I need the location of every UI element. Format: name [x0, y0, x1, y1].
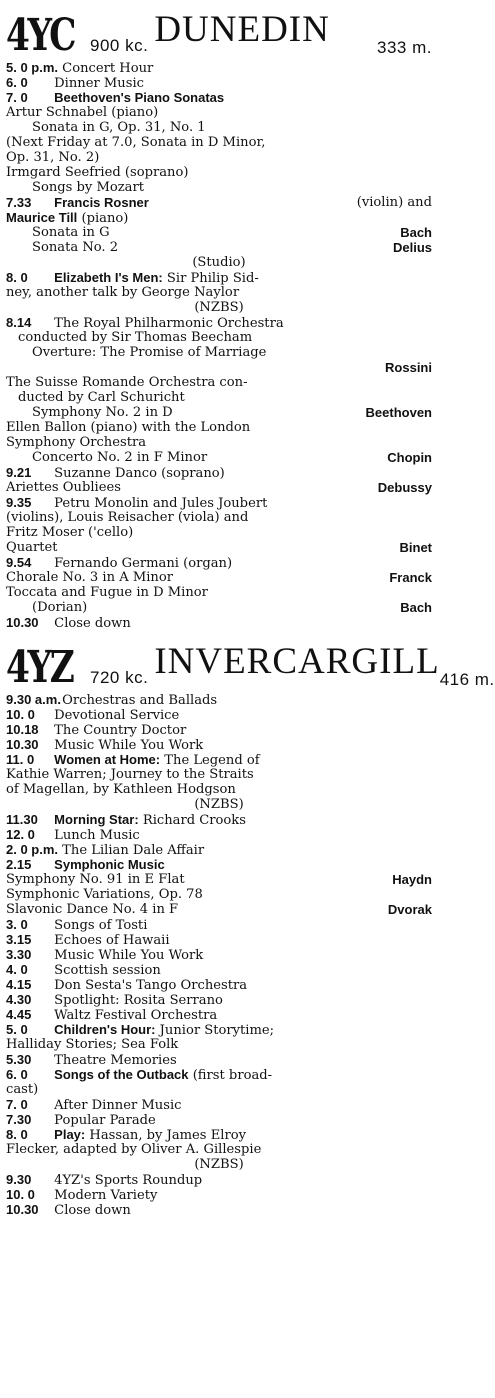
listing-composer: Binet — [399, 540, 432, 555]
listing-title: Francis Rosner — [54, 195, 149, 210]
listing-composer: Chopin — [387, 450, 432, 465]
listing-text: 4YZ's Sports Roundup — [54, 1173, 203, 1188]
listing-text: Richard Crooks — [142, 813, 246, 828]
listing-line — [6, 615, 432, 630]
listing-text: Slavonic Dance No. 4 in F — [6, 902, 179, 917]
listing-line — [6, 977, 432, 992]
listing-text: Quartet — [6, 540, 58, 555]
listing-text: Popular Parade — [54, 1113, 156, 1128]
station-callsign: 4YC — [6, 10, 75, 61]
listing-text: Music While You Work — [54, 948, 204, 963]
listing-title: Maurice Till — [6, 210, 78, 225]
listing-text: Devotional Service — [54, 708, 180, 723]
listing-line: Flecker, adapted by Oliver A. Gillespie — [6, 1142, 262, 1157]
listing-line — [6, 1127, 432, 1142]
listing-line — [6, 480, 432, 495]
listing-line — [6, 450, 432, 465]
listing-time: 4.45 — [6, 1007, 32, 1022]
station-frequency: 900 kc. — [90, 36, 149, 55]
listing-line — [6, 722, 432, 737]
listing-time: 5.30 — [6, 1052, 32, 1067]
listing-time: 8.14 — [6, 315, 32, 330]
listing-text: Close down — [54, 1203, 131, 1218]
listing-time: 8. 0 — [6, 270, 28, 285]
listing-text: Suzanne Danco (soprano) — [54, 466, 225, 481]
listing-time: 6. 0 — [6, 75, 28, 90]
listing-time: 11. 0 — [6, 752, 35, 767]
listing-line — [6, 225, 432, 240]
listing-line — [6, 902, 432, 917]
listing-line — [6, 1007, 432, 1022]
listing-line: Symphony Orchestra — [6, 435, 147, 450]
listing-time: 4. 0 — [6, 962, 28, 977]
listing-line: (NZBS) — [194, 1157, 244, 1172]
listing-line — [6, 1022, 432, 1037]
listing-time: 10.30 — [6, 1202, 39, 1217]
listing-line — [6, 270, 432, 285]
listing-time: 7. 0 — [6, 1097, 28, 1112]
listing-line: Songs by Mozart — [32, 180, 145, 195]
listing-text: The Country Doctor — [54, 723, 187, 738]
listing-title: Morning Star: — [54, 812, 139, 827]
listing-line: ducted by Carl Schuricht — [18, 390, 185, 405]
listing-time: 10. 0 — [6, 1187, 35, 1202]
listing-line: Overture: The Promise of Marriage — [32, 345, 267, 360]
listing-time: 9.30 — [6, 1172, 32, 1187]
listing-text: Lunch Music — [54, 828, 140, 843]
listing-text: Concerto No. 2 in F Minor — [32, 450, 208, 465]
listing-time: 11.30 — [6, 812, 38, 827]
listing-line: (violins), Louis Reisacher (viola) and — [6, 510, 249, 525]
listing-text: Fernando Germani (organ) — [54, 556, 233, 571]
listing-line — [6, 857, 432, 872]
listing-line — [6, 405, 432, 420]
listing-time: 3.15 — [6, 932, 32, 947]
listing-text: Echoes of Hawaii — [54, 933, 170, 948]
listing-line: Sonata in G, Op. 31, No. 1 — [32, 120, 206, 135]
station-wavelength: 333 m. — [377, 38, 432, 57]
listing-text: The Legend of — [164, 753, 260, 768]
listing-time: 4.30 — [6, 992, 32, 1007]
listing-text: Concert Hour — [62, 61, 154, 76]
listing-line: Artur Schnabel (piano) — [6, 105, 159, 120]
listing-text: Don Sesta's Tango Orchestra — [54, 978, 248, 993]
listing-line: of Magellan, by Kathleen Hodgson — [6, 782, 236, 797]
listing-line: ney, another talk by George Naylor — [6, 285, 240, 300]
listing-line: (NZBS) — [194, 300, 244, 315]
listing-line — [6, 1172, 432, 1187]
listing-text: (violin) and — [356, 195, 432, 210]
listing-title: Play: — [54, 1127, 86, 1142]
listing-text: Symphony No. 91 in E Flat — [6, 872, 185, 887]
listing-text: Petru Monolin and Jules Joubert — [54, 496, 268, 511]
listing-time: 5. 0 p.m. — [6, 60, 59, 75]
listing-composer: Delius — [392, 240, 432, 255]
listing-title: Symphonic Music — [54, 857, 165, 872]
listing-line — [6, 992, 432, 1007]
listing-line — [6, 872, 432, 887]
listing-time: 2.15 — [6, 857, 32, 872]
listing-text: Hassan, by James Elroy — [89, 1128, 246, 1143]
listing-line — [6, 570, 432, 585]
listing-line — [6, 947, 432, 962]
station-city: INVERCARGILL — [154, 641, 440, 682]
listing-line: conducted by Sir Thomas Beecham — [18, 330, 253, 345]
listing-text: Dinner Music — [54, 76, 144, 91]
listing-text: Sir Philip Sid- — [166, 271, 259, 286]
listing-time: 3.30 — [6, 947, 32, 962]
listing-text: After Dinner Music — [54, 1098, 182, 1113]
listing-composer: Debussy — [377, 480, 432, 495]
listing-text: Scottish session — [54, 963, 161, 978]
listing-time: 3. 0 — [6, 917, 28, 932]
listing-time: 10.30 — [6, 615, 39, 630]
listing-line — [6, 842, 432, 857]
listing-line — [6, 752, 432, 767]
listing-composer: Haydn — [392, 872, 432, 887]
listing-line — [6, 932, 432, 947]
listing-text: Waltz Festival Orchestra — [54, 1008, 218, 1023]
listing-line — [6, 692, 432, 707]
listing-time: 10. 0 — [6, 707, 35, 722]
listing-text: (first broad- — [192, 1068, 273, 1083]
listing-text: Junior Storytime; — [159, 1023, 275, 1038]
listing-time: 9.30 a.m. — [6, 692, 61, 707]
listing-line — [6, 195, 432, 210]
listing-line — [6, 737, 432, 752]
listing-composer: Rossini — [385, 360, 432, 375]
listing-text: The Royal Philharmonic Orchestra — [54, 316, 284, 331]
listing-time: 9.54 — [6, 555, 32, 570]
listing-line — [6, 90, 432, 105]
listing-time: 6. 0 — [6, 1067, 28, 1082]
listing-title: Women at Home: — [54, 752, 161, 767]
listing-line: Symphonic Variations, Op. 78 — [6, 887, 203, 902]
listing-text: (Dorian) — [32, 600, 88, 615]
listing-line — [6, 75, 432, 90]
listing-title: Beethoven's Piano Sonatas — [54, 90, 225, 105]
listing-time: 8. 0 — [6, 1127, 28, 1142]
listing-line — [6, 360, 432, 375]
listing-line — [6, 555, 432, 570]
listing-line — [6, 812, 432, 827]
listing-line — [6, 707, 432, 722]
listing-text: (piano) — [81, 211, 129, 226]
listing-title: Elizabeth I's Men: — [54, 270, 163, 285]
station-wavelength: 416 m. — [439, 670, 495, 689]
listing-text: Music While You Work — [54, 738, 204, 753]
listing-line — [6, 600, 432, 615]
listing-line — [6, 540, 432, 555]
listing-line: (Next Friday at 7.0, Sonata in D Minor, — [6, 135, 266, 150]
programme-list-4yz — [6, 692, 432, 1217]
listing-line — [6, 1052, 432, 1067]
listing-line — [6, 240, 432, 255]
station-callsign: 4YZ — [6, 642, 73, 693]
listing-text: Ariettes Oubliees — [6, 480, 121, 495]
listing-line: (Studio) — [192, 255, 246, 270]
listing-text: Orchestras and Ballads — [62, 693, 218, 708]
listing-time: 9.21 — [6, 465, 32, 480]
listing-text: Symphony No. 2 in D — [32, 405, 173, 420]
listing-text: Close down — [54, 616, 131, 631]
listing-line: Toccata and Fugue in D Minor — [6, 585, 208, 600]
listing-line — [6, 827, 432, 842]
listing-line — [6, 1202, 432, 1217]
listing-composer: Dvorak — [387, 902, 432, 917]
listing-line — [6, 1067, 432, 1082]
listing-time: 9.35 — [6, 495, 32, 510]
listing-time: 7. 0 — [6, 90, 28, 105]
listing-line: Ellen Ballon (piano) with the London — [6, 420, 251, 435]
listing-line: Irmgard Seefried (soprano) — [6, 165, 189, 180]
listing-text: Sonata No. 2 — [32, 240, 119, 255]
listing-time: 7.30 — [6, 1112, 32, 1127]
listing-line: The Suisse Romande Orchestra con- — [6, 375, 248, 390]
listing-text: The Lilian Dale Affair — [62, 843, 205, 858]
listing-composer: Beethoven — [365, 405, 432, 420]
listing-composer: Bach — [400, 600, 432, 615]
listing-line — [6, 962, 432, 977]
listing-line: Op. 31, No. 2) — [6, 150, 100, 165]
station-header-4yc — [6, 6, 432, 61]
listing-time: 10.30 — [6, 737, 39, 752]
listing-line — [6, 210, 432, 225]
listing-time: 4.15 — [6, 977, 32, 992]
listing-time: 7.33 — [6, 195, 32, 210]
listing-line — [6, 917, 432, 932]
listing-line: Kathie Warren; Journey to the Straits — [6, 767, 254, 782]
listing-text: Modern Variety — [54, 1188, 158, 1203]
listing-time: 12. 0 — [6, 827, 35, 842]
listing-line — [6, 1187, 432, 1202]
listing-text: Chorale No. 3 in A Minor — [6, 570, 173, 585]
listing-text: Spotlight: Rosita Serrano — [54, 993, 223, 1008]
listing-composer: Bach — [400, 225, 432, 240]
listing-time: 2. 0 p.m. — [6, 842, 59, 857]
listing-line: cast) — [6, 1082, 39, 1097]
listing-time: 5. 0 — [6, 1022, 28, 1037]
listing-line — [6, 1097, 432, 1112]
station-header-4yz — [6, 638, 495, 693]
listing-text: Songs of Tosti — [54, 918, 148, 933]
listing-line: (NZBS) — [194, 797, 244, 812]
listing-line: Fritz Moser ('cello) — [6, 525, 134, 540]
listing-line — [6, 60, 432, 75]
listing-time: 10.18 — [6, 722, 39, 737]
listing-line — [6, 495, 432, 510]
listing-line — [6, 465, 432, 480]
station-city: DUNEDIN — [154, 9, 330, 50]
listing-line: Halliday Stories; Sea Folk — [6, 1037, 179, 1052]
listing-line — [6, 315, 432, 330]
listing-text: Sonata in G — [32, 225, 110, 240]
listing-text: Theatre Memories — [54, 1053, 177, 1068]
listing-composer: Franck — [389, 570, 432, 585]
listing-title: Children's Hour: — [54, 1022, 156, 1037]
listing-line — [6, 1112, 432, 1127]
programme-list-4yc — [6, 60, 432, 630]
station-frequency: 720 kc. — [90, 668, 149, 687]
listing-title: Songs of the Outback — [54, 1067, 189, 1082]
